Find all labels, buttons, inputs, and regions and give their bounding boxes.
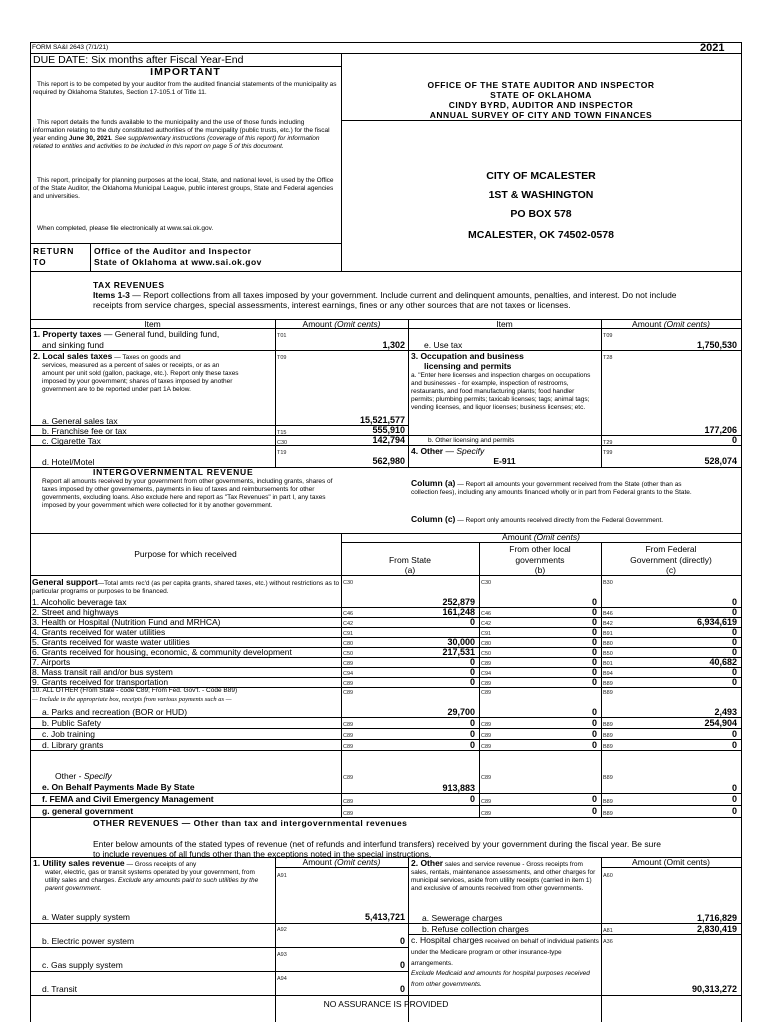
code-T19: T19 — [277, 450, 287, 456]
rule — [30, 271, 742, 272]
other-specify-label: Other - Specify — [55, 771, 112, 781]
due-date: DUE DATE: Six months after Fiscal Year-End — [33, 54, 244, 66]
other-revenues-intro: Enter below amounts of the stated types of revenue (net of refunds and interfund transfers) received by your government during the fiscal year. Be sure to include revenues of all funds other than the exceptions noted in the special instructions. — [93, 839, 661, 859]
hospital-charges-label: c. Hospital charges received on behalf of individual patients under the Medicare program or other insurance-type arrangements. — [411, 935, 599, 967]
code-B89: B89 — [603, 690, 613, 696]
ig-row-value: 0 — [591, 657, 597, 667]
local-sales-desc: services, measured as a percent of sales or receipts, or as an amount per unit sold (gallon, package, etc.). Report only these taxes imposed by your government; shares of taxes imposed by another government are to be reported under part 1A below. — [42, 362, 239, 393]
occupation-licensing-label-2: licensing and permits — [424, 361, 512, 371]
cigarette-tax-label: c. Cigarette Tax — [42, 436, 101, 446]
from-state-header: From State — [388, 555, 432, 565]
ig-row-value: 0 — [469, 617, 475, 627]
ig-row-value: 0 — [731, 667, 737, 677]
purpose-header: Purpose for which received — [134, 549, 237, 559]
ig-row-value: 161,248 — [442, 607, 475, 617]
other-sales-label: 2. Other sales and service revenue - Gross receipts from sales, rentals, maintenance assessments, and other charges for municipal services, aside from utility receipts (carried in item 1) and exclusive of amounts received from other governments. — [411, 858, 596, 892]
property-taxes-label: 1. Property taxes — General fund, building fund, — [33, 329, 220, 339]
rule — [341, 542, 741, 543]
ig-row-code: C91 — [343, 631, 354, 637]
ig-row-code: B01 — [603, 661, 613, 667]
city-street: 1ST & WASHINGTON — [488, 189, 594, 201]
col-amount: Amount (Omit cents) — [302, 319, 381, 329]
tax-revenues-heading: TAX REVENUES — [93, 280, 165, 290]
code-C30: C30 — [481, 580, 492, 586]
code-A92: A92 — [277, 927, 287, 933]
ig-sub-label: b. Public Safety — [42, 718, 102, 728]
sewerage-amount: 1,716,829 — [696, 913, 737, 923]
ig-row-value: 0 — [469, 677, 475, 687]
ig-row-code: C89 — [343, 661, 354, 667]
code-T28: T28 — [603, 355, 613, 361]
all-other-sub: — Include in the appropriate box, receipts from various payments such as — — [32, 696, 232, 703]
city-po-box: PO BOX 578 — [510, 208, 572, 220]
ig-row-label: 3. Health or Hospital (Nutrition Fund and MRHCA) — [32, 617, 221, 627]
ig-sub-label: c. Job training — [42, 729, 95, 739]
ig-row-code: B42 — [603, 621, 613, 627]
office-line-4: ANNUAL SURVEY OF CITY AND TOWN FINANCES — [429, 110, 653, 120]
rule — [90, 243, 91, 271]
general-sales-tax-amount: 15,521,577 — [359, 415, 405, 425]
code-A94: A94 — [277, 976, 287, 982]
ig-row-value: 0 — [731, 607, 737, 617]
ig-row-label: 1. Alcoholic beverage tax — [32, 597, 127, 607]
code-A81: A81 — [603, 928, 613, 934]
footer: NO ASSURANCE IS PROVIDED — [323, 999, 449, 1009]
rule — [408, 857, 409, 1022]
rule — [275, 867, 408, 868]
ig-row-value: 0 — [469, 667, 475, 677]
intergovernmental-instructions: Report all amounts received by your government from other governments, including grants, shares of taxes imposed by other governements, payments in lieu of taxes and reimbursements for other governments, excluding loans. Also exclude here and report as "Tax Revenues" in part I, any taxes imposed by your government which were collected for it by another government. — [42, 478, 333, 509]
rule — [30, 42, 31, 1022]
col-a-header: (a) — [404, 565, 416, 575]
cigarette-tax-amount: 142,794 — [372, 435, 405, 445]
ig-sub-code: C89 — [481, 733, 492, 739]
ig-row-code: B80 — [603, 641, 613, 647]
ig-row-value: 30,000 — [447, 637, 475, 647]
rule — [30, 533, 341, 534]
from-federal-header: From Federal — [645, 544, 697, 554]
hotel-motel-label: d. Hotel/Motel — [42, 457, 95, 467]
ig-row-code: B91 — [603, 631, 613, 637]
code-C89: C89 — [343, 811, 354, 817]
electric-power-amount: 0 — [399, 936, 405, 946]
important-heading: IMPORTANT — [150, 66, 221, 78]
office-line-2: STATE OF OKLAHOMA — [490, 90, 592, 100]
ig-row-label: 8. Mass transit rail and/or bus system — [32, 667, 173, 677]
other-licensing-amount: 0 — [731, 435, 737, 445]
other-amount-header: Amount (Omit cents) — [632, 857, 710, 867]
rule — [741, 42, 742, 1022]
ig-sub-code: B89 — [603, 733, 613, 739]
ig-row-value: 0 — [591, 627, 597, 637]
ig-row-value: 217,531 — [442, 647, 475, 657]
code-C89: C89 — [343, 799, 354, 805]
form-number: FORM SA&I 2643 (7/1/21) — [32, 44, 109, 51]
ig-row-value: 0 — [591, 637, 597, 647]
return-label: RETURN — [33, 246, 75, 256]
fema-c: 0 — [731, 794, 737, 804]
fema-a: 0 — [469, 794, 475, 804]
fema-label: f. FEMA and Civil Emergency Management — [42, 794, 214, 804]
gas-supply-label: c. Gas supply system — [42, 960, 123, 970]
code-T99: T99 — [603, 450, 613, 456]
code-A60: A60 — [603, 873, 613, 879]
col-b-header: (b) — [534, 565, 546, 575]
general-government-b: 0 — [591, 806, 597, 816]
ig-row-value: 0 — [731, 597, 737, 607]
ig-amount-header: Amount (Omit cents) — [502, 532, 580, 542]
rule — [341, 243, 342, 271]
general-support-label: General support—Total amts rec'd (as per capita grants, shared taxes, etc.) without restrictions as to particular programs or purposes to be financed. — [32, 577, 340, 595]
fema-b: 0 — [591, 794, 597, 804]
code-C89: C89 — [343, 690, 354, 696]
ig-row-value: 0 — [731, 647, 737, 657]
ig-sub-value: 29,700 — [447, 707, 475, 717]
ig-row-code: C94 — [481, 671, 492, 677]
code-T09: T09 — [603, 333, 613, 339]
ig-row-value: 252,879 — [442, 597, 475, 607]
property-taxes-line2: and sinking fund — [42, 340, 104, 350]
water-supply-amount: 5,413,721 — [364, 912, 405, 922]
intro-p2: This report details the funds available to the municipality and the use of those funds including information relating to the duty constituted authorities of the muncipality (public trusts, etc.) for the fiscal year ending June 30, 2021. See supplementary instructions (coverage of this report) for information related to entities and activities to be included in this report on page 5 of this document. — [33, 119, 330, 150]
ig-sub-value: 0 — [591, 707, 597, 717]
other-tax-item: E-911 — [493, 456, 516, 466]
col-item: Item — [144, 319, 161, 329]
use-tax-label: e. Use tax — [424, 340, 463, 350]
ig-row-label: 2. Street and highways — [32, 607, 119, 617]
rule — [30, 445, 408, 446]
property-taxes-amount: 1,302 — [382, 340, 405, 350]
ig-sub-label: d. Library grants — [42, 740, 104, 750]
all-other-label: 10. ALL OTHER (From State - code C89; From Fed. Gov't. - Code B89) — [32, 687, 238, 694]
rule — [601, 857, 602, 1022]
rule — [601, 542, 602, 818]
ig-sub-code: C89 — [481, 744, 492, 750]
other-tax-amount: 528,074 — [704, 456, 737, 466]
ig-row-code: C80 — [343, 641, 354, 647]
code-T15: T15 — [277, 430, 287, 436]
code-C89: C89 — [481, 690, 492, 696]
on-behalf-c: 0 — [731, 783, 737, 793]
code-A91: A91 — [277, 873, 287, 879]
code-C89: C89 — [481, 799, 492, 805]
on-behalf-a: 913,883 — [442, 783, 475, 793]
rule — [30, 575, 742, 576]
ig-row-code: C46 — [481, 611, 492, 617]
general-government-c: 0 — [731, 806, 737, 816]
ig-row-value: 6,934,619 — [696, 617, 737, 627]
ig-row-code: B46 — [603, 611, 613, 617]
electric-power-label: b. Electric power system — [42, 936, 135, 946]
city-name: CITY OF MCALESTER — [486, 170, 596, 182]
office-line-1: OFFICE OF THE STATE AUDITOR AND INSPECTOR — [427, 80, 655, 90]
column-a-instructions: Column (a) — Report all amounts your government received from the State (other than as collection fees), including any amounts financed wholly or in part from Federal grants to the State. — [411, 478, 692, 496]
ig-row-code: C89 — [481, 681, 492, 687]
on-behalf-label: e. On Behalf Payments Made By State — [42, 782, 195, 792]
ig-row-value: 0 — [591, 597, 597, 607]
ig-sub-code: C89 — [343, 722, 354, 728]
ig-row-label: 9. Grants received for transportation — [32, 677, 169, 687]
utility-sales-label: 1. Utility sales revenue — Gross receipts of any — [33, 858, 197, 868]
ig-sub-code: B89 — [603, 744, 613, 750]
column-c-instructions: Column (c) — Report only amounts received directly from the Federal Government. — [411, 514, 664, 524]
ig-row-code: C42 — [343, 621, 354, 627]
rule — [30, 947, 408, 948]
ig-row-code: B89 — [603, 681, 613, 687]
ig-sub-value: 2,493 — [714, 707, 737, 717]
ig-row-label: 5. Grants received for waste water utilities — [32, 637, 190, 647]
ig-sub-value: 0 — [731, 740, 737, 750]
gas-supply-amount: 0 — [399, 960, 405, 970]
general-government-label: g. general government — [42, 806, 134, 816]
code-B89: B89 — [603, 811, 613, 817]
rule — [30, 971, 408, 972]
code-C30: C30 — [277, 440, 288, 446]
ig-sub-code: C89 — [481, 722, 492, 728]
ig-row-value: 0 — [591, 677, 597, 687]
occupation-licensing-amount: 177,206 — [704, 425, 737, 435]
utility-sales-desc: water, electric, gas or transit systems operated by your government, from utility sales and charges. Exclude any amounts paid to such utilities by the parent government. — [45, 869, 259, 892]
rule — [341, 533, 342, 818]
office-line-3: CINDY BYRD, AUDITOR AND INSPECTOR — [448, 100, 634, 110]
occupation-licensing-desc: a. "Enter here licenses and inspection charges on occupations and businesses - for example, inspection of restrooms, restaurants, and food manufacturing plants; food handler permits; plumbing permits; taxicab licenses; tags; animal tags; vending licenses, and liquor licenses; business licenses; etc. — [411, 372, 591, 411]
code-T01: T01 — [277, 333, 287, 339]
to-label: TO — [33, 257, 47, 267]
code-T29: T29 — [603, 440, 613, 446]
from-local-header: From other local — [509, 544, 571, 554]
intro-p3: This report, principally for planning purposes at the local, State, and national level, is used by the Office of the State Auditor, the Oklahoma Municipal League, public interest groups, State and Federal agencies and universities. — [33, 177, 334, 200]
ig-sub-value: 0 — [731, 729, 737, 739]
ig-sub-value: 0 — [469, 740, 475, 750]
rule — [30, 42, 742, 43]
code-B89: B89 — [603, 775, 613, 781]
code-B30: B30 — [603, 580, 613, 586]
ig-row-label: 7. Airports — [32, 657, 71, 667]
transit-label: d. Transit — [42, 984, 77, 994]
rule — [341, 120, 741, 121]
ig-sub-code: C89 — [343, 744, 354, 750]
code-C89: C89 — [481, 811, 492, 817]
ig-sub-value: 0 — [591, 740, 597, 750]
ig-row-code: C46 — [343, 611, 354, 617]
ig-row-code: C89 — [481, 661, 492, 667]
other-revenues-heading: OTHER REVENUES — Other than tax and intergovernmental revenues — [93, 818, 408, 828]
local-sales-taxes-label: 2. Local sales taxes — Taxes on goods and — [33, 351, 181, 361]
ig-sub-code: B89 — [603, 722, 613, 728]
utility-amount-header: Amount (Omit cents) — [302, 857, 381, 867]
intro-p4: When completed, please file electronically at www.sai.ok.gov. — [37, 225, 214, 232]
col-item: Item — [496, 319, 513, 329]
rule — [30, 995, 742, 996]
ig-row-label: 4. Grants received for water utilities — [32, 627, 166, 637]
city-citystate: MCALESTER, OK 74502-0578 — [468, 229, 614, 241]
ig-sub-value: 0 — [469, 718, 475, 728]
ig-row-code: C89 — [343, 681, 354, 687]
ig-row-value: 0 — [731, 627, 737, 637]
other-licensing-label: b. Other licensing and permits — [428, 437, 515, 444]
governments-header: governments — [515, 555, 565, 565]
federal-govt-header: Government (directly) — [630, 555, 712, 565]
occupation-licensing-label: 3. Occupation and business — [411, 351, 524, 361]
ig-row-code: C94 — [343, 671, 354, 677]
return-website: State of Oklahoma at www.sai.ok.gov — [94, 257, 262, 267]
ig-sub-label: a. Parks and recreation (BOR or HUD) — [42, 707, 188, 717]
report-year: 2021 — [700, 42, 725, 54]
ig-row-code: C50 — [481, 651, 492, 657]
rule — [30, 243, 341, 244]
ig-row-value: 40,682 — [709, 657, 737, 667]
ig-row-value: 0 — [591, 667, 597, 677]
ig-row-value: 0 — [591, 607, 597, 617]
code-C89: C89 — [481, 775, 492, 781]
code-B89: B89 — [603, 799, 613, 805]
intergovernmental-heading: INTERGOVERNMENTAL REVENUE — [93, 467, 254, 477]
ig-row-code: C42 — [481, 621, 492, 627]
ig-row-value: 0 — [731, 637, 737, 647]
ig-row-value: 0 — [591, 617, 597, 627]
code-C89: C89 — [343, 775, 354, 781]
ig-row-value: 0 — [731, 677, 737, 687]
ig-sub-code: C89 — [343, 733, 354, 739]
code-C30: C30 — [343, 580, 354, 586]
intro-p1: This report is to be competed by your auditor from the audited financial statements of the municipality as required by Oklahoma Statutes, Section 17-105.1 of Title 11. — [33, 81, 337, 96]
tax-instructions: Items 1-3 — Report collections from all taxes imposed by your government. Include current and delinquent amounts, penalties, and interest. Do not include receipts from service charges, special assessments, interest earnings, fines or any other sources that are not taxes or licenses. — [93, 290, 677, 310]
ig-row-value: 0 — [591, 647, 597, 657]
ig-row-label: 6. Grants received for housing, economic, & community development — [32, 647, 292, 657]
rule — [30, 750, 742, 751]
water-supply-label: a. Water supply system — [42, 912, 131, 922]
ig-row-code: C91 — [481, 631, 492, 637]
rule — [30, 923, 408, 924]
rule — [275, 857, 276, 1022]
ig-row-code: C80 — [481, 641, 492, 647]
sewerage-label: a. Sewerage charges — [422, 913, 503, 923]
col-amount: Amount (Omit cents) — [632, 319, 710, 329]
use-tax-amount: 1,750,530 — [696, 340, 737, 350]
code-T09: T09 — [277, 355, 287, 361]
refuse-label: b. Refuse collection charges — [422, 924, 529, 934]
general-sales-tax-label: a. General sales tax — [42, 416, 118, 426]
ig-sub-value: 0 — [469, 729, 475, 739]
hotel-motel-amount: 562,980 — [372, 456, 405, 466]
ig-row-value: 0 — [469, 657, 475, 667]
code-A93: A93 — [277, 952, 287, 958]
ig-row-code: B94 — [603, 671, 613, 677]
transit-amount: 0 — [399, 984, 405, 994]
ig-sub-value: 0 — [591, 718, 597, 728]
hospital-charges-amount: 90,313,272 — [691, 984, 737, 994]
return-office: Office of the Auditor and Inspector — [94, 246, 252, 256]
other-tax-label: 4. Other — Specify — [411, 446, 485, 456]
ig-sub-value: 254,904 — [704, 718, 737, 728]
refuse-amount: 2,830,419 — [696, 924, 737, 934]
ig-sub-value: 0 — [591, 729, 597, 739]
rule — [601, 867, 742, 868]
hospital-charges-note: Exclude Medicaid and amounts for hospital purposes received from other governments. — [411, 970, 590, 988]
col-c-header: (c) — [666, 565, 676, 575]
franchise-fee-amount: 555,910 — [372, 425, 405, 435]
rule — [479, 542, 480, 818]
code-A36: A36 — [603, 939, 613, 945]
ig-row-code: B50 — [603, 651, 613, 657]
franchise-fee-label: b. Franchise fee or tax — [42, 426, 127, 436]
ig-row-code: C50 — [343, 651, 354, 657]
